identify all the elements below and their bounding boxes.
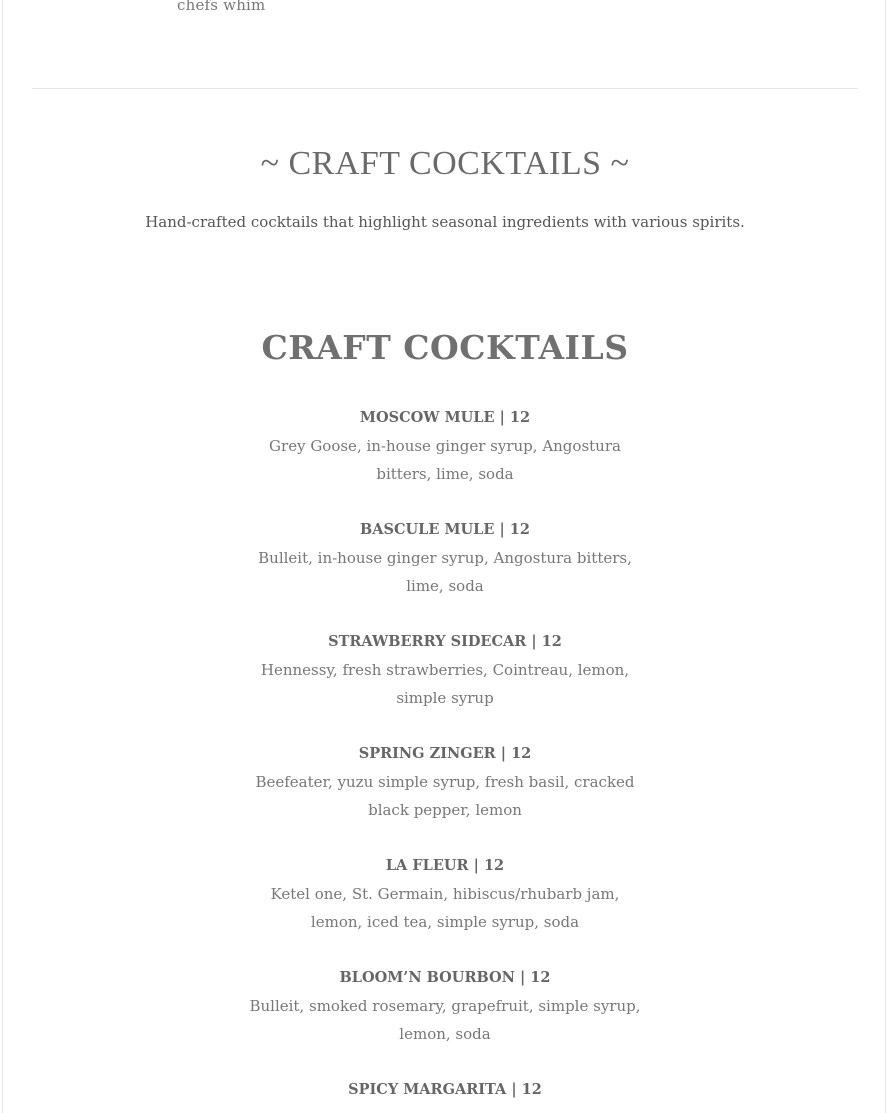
menu-item-name: LA FLEUR | 12 [385, 857, 505, 874]
previous-item-description: chefs whim [177, 0, 266, 14]
menu-item-description: Hennessy, fresh strawberries, Cointreau, lemon, simple syrup [260, 661, 630, 707]
menu-item-description: Ketel one, St. Germain, hibiscus/rhubarb jam, lemon, iced tea, simple syrup, soda [270, 885, 620, 931]
menu-item [245, 852, 645, 936]
menu-item-description: Bulleit, smoked rosemary, grapefruit, simple syrup, lemon, soda [249, 997, 641, 1043]
menu-item-description: Bulleit, in-house ginger syrup, Angostura bitters, lime, soda [258, 549, 632, 595]
menu-item [245, 628, 645, 712]
menu-item-description: Beefeater, yuzu simple syrup, fresh basil, cracked black pepper, lemon [255, 773, 635, 819]
menu-list [0, 404, 890, 1113]
menu-item-description: Grey Goose, in-house ginger syrup, Angostura bitters, lime, soda [269, 437, 621, 483]
menu-item-name: MOSCOW MULE | 12 [359, 409, 531, 426]
section-divider [32, 88, 858, 89]
menu-item-name: SPICY MARGARITA | 12 [348, 1081, 542, 1098]
menu-item [245, 964, 645, 1048]
menu-item-name: STRAWBERRY SIDECAR | 12 [328, 633, 562, 650]
menu-item-name: BASCULE MULE | 12 [360, 521, 530, 538]
section-description: Hand-crafted cocktails that highlight seasonal ingredients with various spirits. [145, 213, 745, 231]
menu-item [245, 404, 645, 488]
menu-item [245, 1076, 645, 1104]
menu-item-name: SPRING ZINGER | 12 [358, 745, 532, 762]
menu-item-name: BLOOM’N BOURBON | 12 [339, 969, 551, 986]
menu-item [245, 516, 645, 600]
menu-title: CRAFT COCKTAILS [261, 328, 629, 367]
section-header: ~ CRAFT COCKTAILS ~ [260, 145, 630, 182]
menu-item [245, 740, 645, 824]
